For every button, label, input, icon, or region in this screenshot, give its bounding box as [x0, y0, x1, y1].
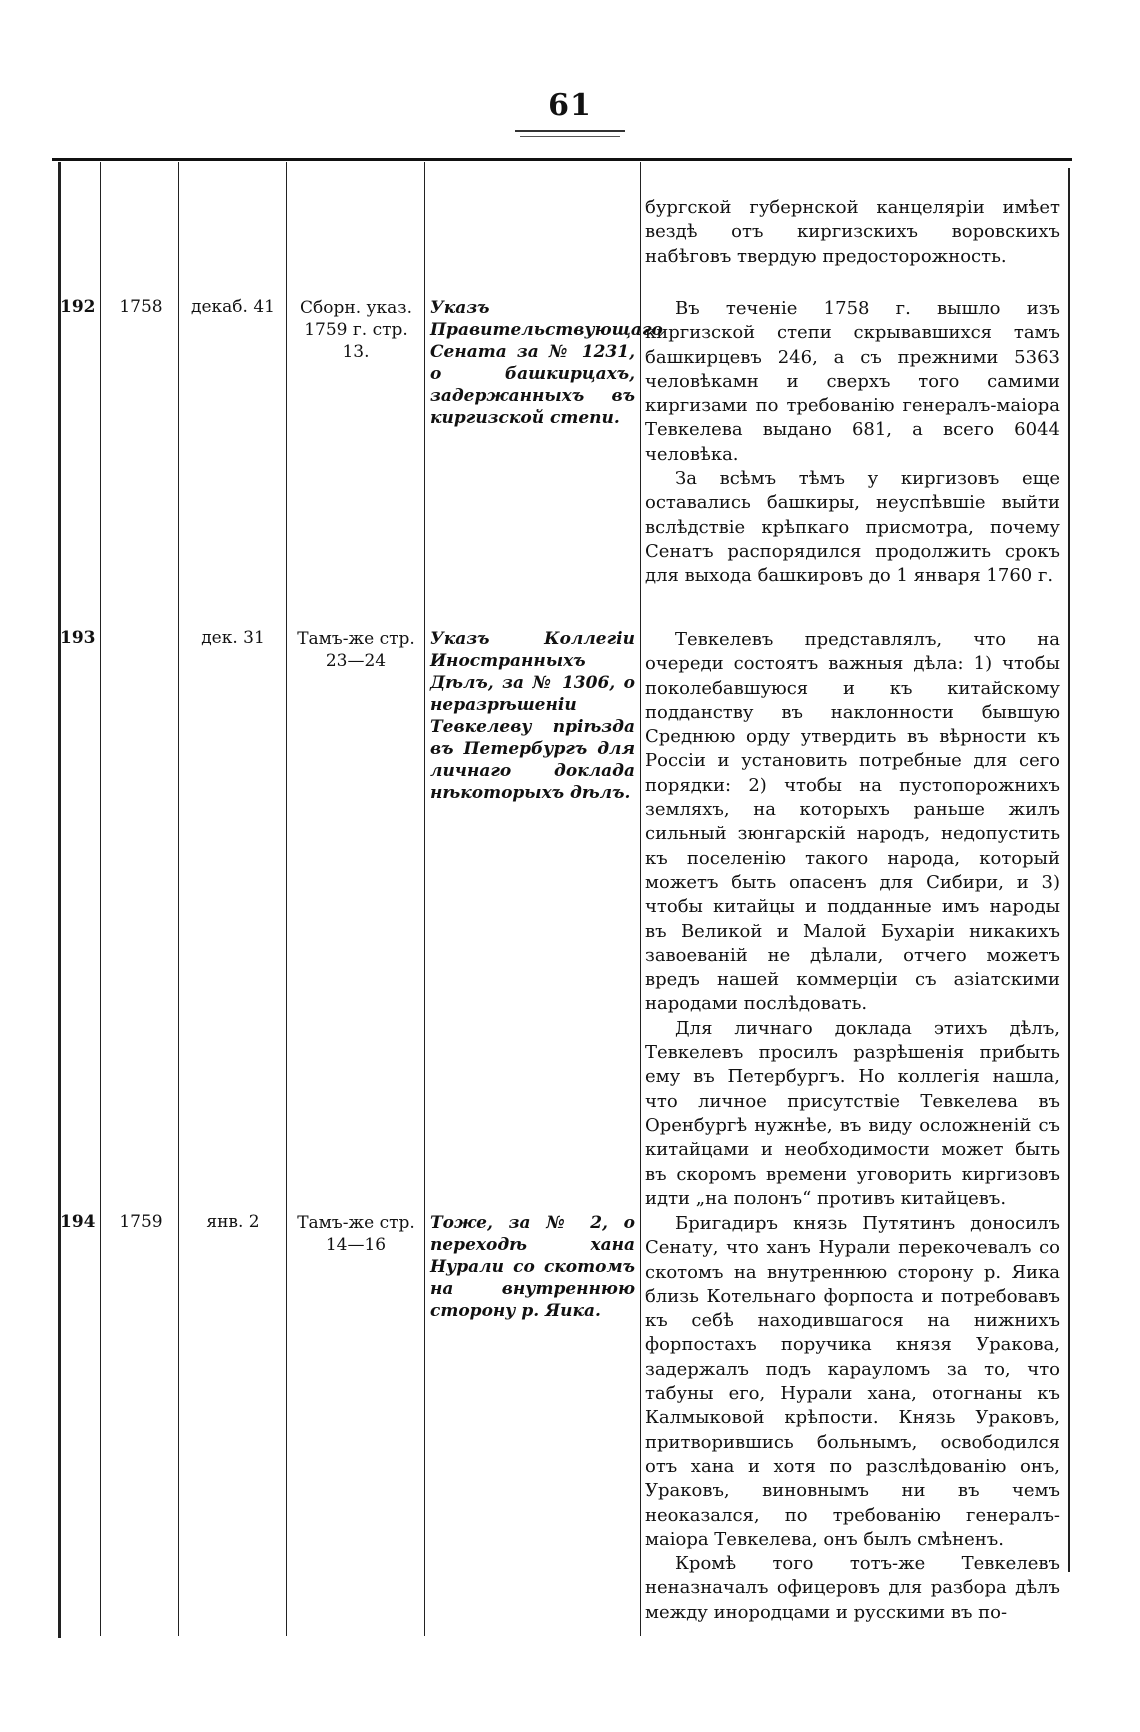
entry-source: Тамъ-же стр. 14—16 [297, 1213, 415, 1255]
page-number: 61 [548, 88, 592, 123]
continuation-text [645, 196, 1060, 269]
entry-text [645, 1212, 1060, 1625]
entry-document: Тоже, за № 2, о переходѣ хана Нурали со скотомъ на внутреннюю сторону р. Яика. [430, 1213, 635, 1321]
entry-number: 194 [60, 1212, 96, 1232]
column-divider-5 [640, 162, 641, 1636]
table-left-border [58, 162, 61, 1638]
entry-text [645, 628, 1060, 1211]
entry-date: янв. 2 [206, 1212, 260, 1232]
page-number-rule [515, 130, 625, 132]
entry-year: 1759 [119, 1212, 163, 1232]
paragraph: Кромѣ того тотъ-же Тевкелевъ неназначалъ офицеровъ для разбора дѣлъ между инородцами и русскими въ по- [645, 1553, 1060, 1623]
entry-year: 1758 [119, 297, 163, 317]
paragraph: Для личнаго доклада этихъ дѣлъ, Тевкелевъ просилъ разрѣшенія прибыть ему въ Петербургъ. Но коллегія нашла, что личное присутствіе Тевкелева въ Оренбургѣ нужнѣе, въ виду осложненій съ китайцами и необходимости может быть въ скоромъ времени уговорить киргизовъ идти „на полонъ“ противъ китайцевъ. [645, 1017, 1060, 1209]
paragraph: Въ теченіе 1758 г. вышло изъ киргизской степи скрывавшихся тамъ башкирцевъ 246, а съ прежними 5363 человѣкамн и сверхъ того самими киргизами по требованію генералъ-маіора Тевкелева выдано 681, а всего 6044 человѣка. [645, 298, 1060, 465]
column-divider-2 [178, 162, 179, 1636]
entry-source: Сборн. указ. 1759 г. стр. 13. [300, 298, 412, 362]
entry-number: 192 [60, 297, 96, 317]
entry-date: дек. 31 [201, 628, 265, 648]
entry-document: Указъ Коллегіи Иностранныхъ Дѣлъ, за № 1306, о неразрѣшеніи Тевкелеву пріѣзда въ Петербургъ для личнаго доклада нѣкоторыхъ дѣлъ. [430, 629, 635, 803]
page-number-rule-lower [520, 136, 620, 137]
paragraph: Тевкелевъ представлялъ, что на очереди состоятъ важныя дѣла: 1) чтобы поколебавшуюся и къ китайскому подданству въ наклонности бывшую Среднюю орду утвердить въ вѣрности къ Россіи и установить потребные для сего порядки: 2) чтобы на пустопорожнихъ земляхъ, на которыхъ раньше жилъ сильный зюнгарскій народъ, недопустить къ поселенію такого народа, который можетъ быть опасенъ для Сибири, и 3) чтобы китайцы и подданные имъ народы въ Великой и Малой Бухаріи никакихъ завоеваній не дѣлали, отчего можетъ вредъ нашей коммерціи съ азіатскими народами послѣдовать. [645, 629, 1060, 1015]
paragraph: Бригадиръ князь Путятинъ доносилъ Сенату, что ханъ Нурали перекочевалъ со скотомъ на внутреннюю сторону р. Яика близь Котельнаго форпоста и потребовавъ къ себѣ находившагося на нижнихъ форпостахъ поручика князя Уракова, задержалъ подъ карауломъ за то, что табуны его, Нурали хана, отогнаны къ Калмыковой крѣпости. Князь Ураковъ, притворившись больнымъ, освободился отъ хана и хотя по разслѣдованію онъ, Ураковъ, виновнымъ ни въ чемъ неоказался, по требованію генералъ-маіора Тевкелева, онъ былъ смѣненъ. [645, 1213, 1060, 1550]
paragraph: бургской губернской канцеляріи имѣет вездѣ отъ киргизскихъ воровскихъ набѣговъ твердую предосторожность. [645, 197, 1060, 267]
entry-date: декаб. 41 [191, 297, 275, 317]
table-top-border [52, 158, 1072, 161]
column-divider-4 [424, 162, 425, 1636]
entry-source: Тамъ-же стр. 23—24 [297, 629, 415, 671]
table-right-border [1068, 168, 1070, 1572]
entry-document: Указъ Правительствующаго Сената за № 1231, о башкирцахъ, задержанныхъ въ киргизской степи. [430, 298, 663, 428]
paragraph: За всѣмъ тѣмъ у киргизовъ еще оставались башкиры, неуспѣвшіе выйти вслѣдствіе крѣпкаго присмотра, почему Сенатъ распорядился продолжить срокъ для выхода башкировъ до 1 января 1760 г. [645, 468, 1060, 587]
entry-number: 193 [60, 628, 96, 648]
column-divider-3 [286, 162, 287, 1636]
column-divider-1 [100, 162, 101, 1636]
entry-text [645, 297, 1060, 589]
